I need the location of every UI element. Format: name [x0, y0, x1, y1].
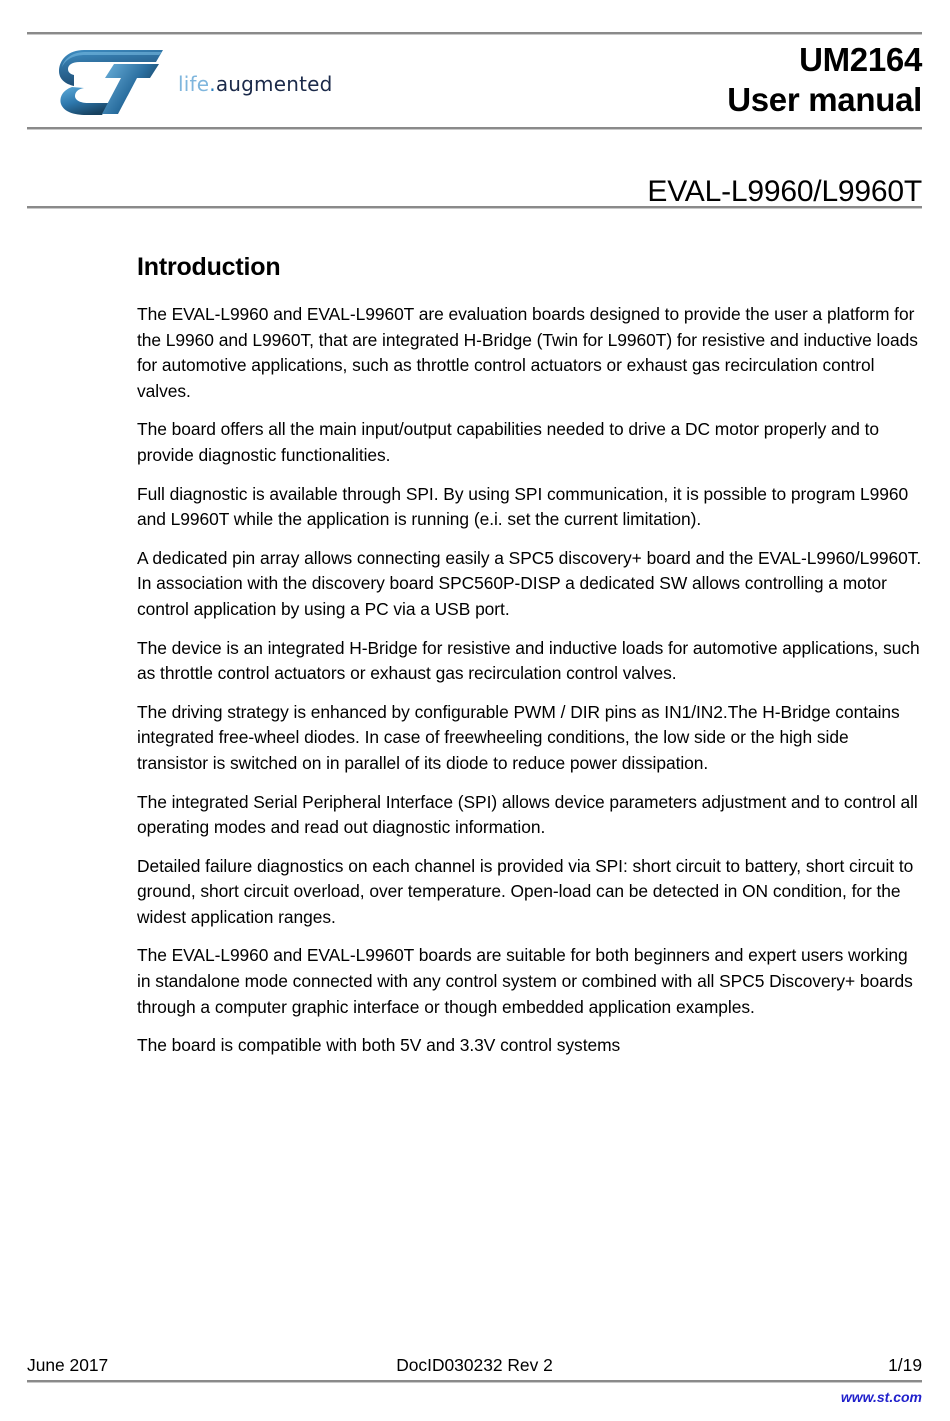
- footer-row: [27, 1352, 922, 1378]
- footer-website-link[interactable]: www.st.com: [840, 1389, 922, 1405]
- header-divider-top: [27, 32, 922, 35]
- document-id: UM2164: [799, 41, 922, 78]
- document-subtitle: EVAL-L9960/L9960T: [647, 175, 922, 208]
- document-type: User manual: [727, 81, 922, 118]
- document-footer: [27, 1352, 922, 1405]
- body-paragraph: The EVAL-L9960 and EVAL-L9960T are evaluation boards designed to provide the user a platform for the L9960 and L9960T, that are integrated H-Bridge (Twin for L9960T) for resistive and inductive loads for automotive applications, such as throttle control actuators or exhaust gas recirculation control valves.: [137, 304, 918, 401]
- body-paragraph: Detailed failure diagnostics on each channel is provided via SPI: short circuit to battery, short circuit to ground, short circuit overload, over temperature. Open-load can be detected in ON condition, for the widest application ranges.: [137, 855, 914, 927]
- body-paragraph: The integrated Serial Peripheral Interface (SPI) allows device parameters adjustment and to control all operating modes and read out diagnostic information.: [137, 791, 918, 838]
- body-paragraph: The board offers all the main input/output capabilities needed to drive a DC motor properly and to provide diagnostic functionalities.: [137, 419, 880, 465]
- body-paragraph: The device is an integrated H-Bridge for resistive and inductive loads for automotive applications, such as throttle control actuators or exhaust gas recirculation control valves.: [137, 637, 920, 684]
- body-paragraph: Full diagnostic is available through SPI. By using SPI communication, it is possible to program L9960 and L9960T while the application is running (e.i. set the current limitation).: [137, 483, 909, 530]
- document-body: [137, 252, 922, 1072]
- footer-doc-code: DocID030232 Rev 2: [396, 1355, 553, 1375]
- tagline-dot: .: [209, 71, 216, 96]
- body-paragraph: The driving strategy is enhanced by configurable PWM / DIR pins as IN1/IN2.The H-Bridge contains integrated free-wheel diodes. In case of freewheeling conditions, the low side or the high side transistor is switched on in parallel of its diode to reduce power dissipation.: [137, 701, 900, 773]
- body-paragraph: A dedicated pin array allows connecting easily a SPC5 discovery+ board and the EVAL-L9960/L9960T. In association with the discovery board SPC560P-DISP a dedicated SW allows controlling a motor control application by using a PC via a USB port.: [137, 547, 922, 619]
- footer-page-number: 1/19: [888, 1355, 922, 1375]
- tagline-life: life: [178, 71, 210, 96]
- brand-tagline: [178, 72, 333, 96]
- body-paragraph: The board is compatible with both 5V and 3.3V control systems: [137, 1035, 621, 1056]
- tagline-augmented: augmented: [215, 71, 333, 96]
- page-title: Introduction: [137, 253, 281, 281]
- footer-date: June 2017: [27, 1355, 109, 1375]
- brand-logo-block: [58, 45, 333, 122]
- document-title-block: [727, 40, 922, 120]
- document-header: [27, 40, 922, 208]
- footer-divider: [27, 1380, 922, 1383]
- st-logo-icon: [58, 45, 170, 122]
- body-paragraph: The EVAL-L9960 and EVAL-L9960T boards are suitable for both beginners and expert users working in standalone mode connected with any control system or combined with all SPC5 Discovery+ boards through a computer graphic interface or though embedded application examples.: [137, 945, 913, 1017]
